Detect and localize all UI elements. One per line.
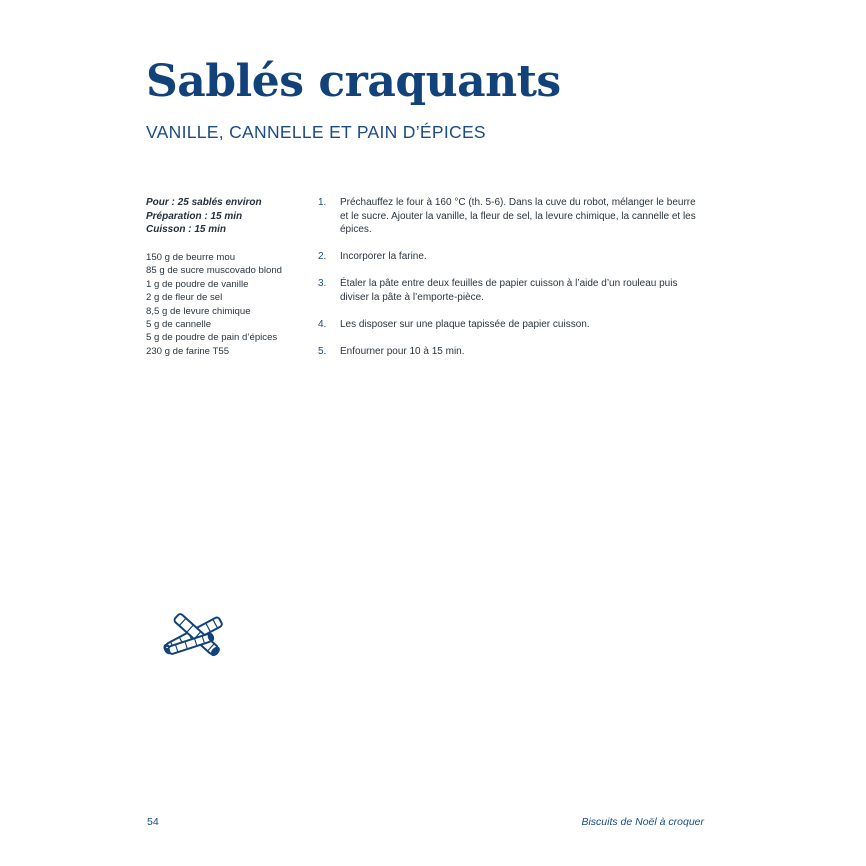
step-item bbox=[318, 318, 696, 332]
recipe-subtitle: VANILLE, CANNELLE ET PAIN D’ÉPICES bbox=[146, 122, 486, 142]
cinnamon-sticks-icon bbox=[160, 610, 228, 660]
yield-text: Pour : 25 sablés environ bbox=[146, 197, 262, 208]
step-text: Préchauffez le four à 160 °C (th. 5-6). Dans la cuve du robot, mélanger le beurre et le sucre. Ajouter la vanille, la fleur de sel, la levure chimique, la cannelle et les épices. bbox=[340, 197, 696, 236]
step-number: 4. bbox=[318, 319, 327, 331]
prep-time-text: Préparation : 15 min bbox=[146, 210, 243, 222]
running-book-title: Biscuits de Noël à croquer bbox=[581, 816, 704, 828]
step-number: 2. bbox=[318, 251, 327, 263]
ingredient-item: 5 g de poudre de pain d’épices bbox=[146, 332, 278, 344]
step-text: Incorporer la farine. bbox=[340, 251, 427, 263]
step-text: Étaler la pâte entre deux feuilles de papier cuisson à l’aide d’un rouleau puis diviser la pâte à l’emporte-pièce. bbox=[340, 278, 678, 303]
ingredient-list bbox=[146, 251, 282, 358]
step-list bbox=[318, 196, 696, 372]
ingredient-item: 5 g de cannelle bbox=[146, 319, 212, 331]
ingredient-item: 230 g de farine T55 bbox=[146, 345, 230, 357]
step-item bbox=[318, 345, 696, 359]
ingredient-item: 1 g de poudre de vanille bbox=[146, 278, 249, 290]
recipe-meta bbox=[146, 196, 262, 237]
ingredient-item: 85 g de sucre muscovado blond bbox=[146, 265, 282, 277]
step-item bbox=[318, 196, 696, 237]
cook-time-text: Cuisson : 15 min bbox=[146, 224, 227, 235]
ingredient-item: 150 g de beurre mou bbox=[146, 252, 236, 263]
step-number: 1. bbox=[318, 197, 327, 208]
recipe-title: Sablés craquants bbox=[146, 56, 561, 107]
step-item bbox=[318, 277, 696, 304]
step-number: 5. bbox=[318, 346, 327, 358]
step-item bbox=[318, 250, 696, 264]
step-text: Les disposer sur une plaque tapissée de papier cuisson. bbox=[340, 319, 590, 331]
step-text: Enfourner pour 10 à 15 min. bbox=[340, 346, 465, 358]
ingredient-item: 2 g de fleur de sel bbox=[146, 292, 223, 304]
page-number: 54 bbox=[147, 816, 159, 828]
step-number: 3. bbox=[318, 278, 327, 290]
ingredient-item: 8,5 g de levure chimique bbox=[146, 305, 251, 317]
